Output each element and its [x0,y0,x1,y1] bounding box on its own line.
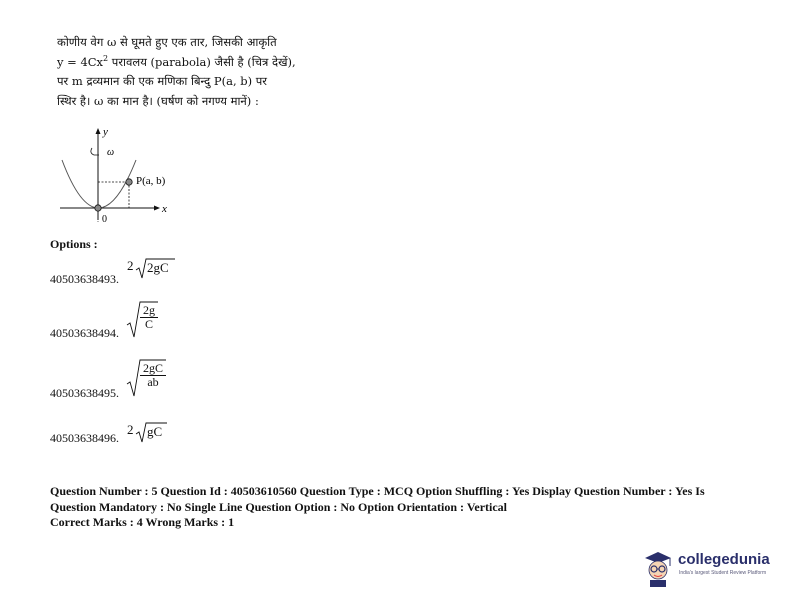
question-line-1: कोणीय वेग ω से घूमते हुए एक तार, जिसकी आकृति [57,35,277,49]
mascot-icon [640,548,676,588]
origin-marker [95,205,101,211]
option-4-id: 40503638496. [50,431,119,445]
option-2-id: 40503638494. [50,326,119,340]
option-2-numerator: 2g [140,304,158,318]
option-3-math [126,358,171,398]
option-4-radicand: gC [147,424,163,439]
point-p-label: P(a, b) [136,175,166,187]
collegedunia-logo [640,548,780,588]
question-line-4: स्थिर है। ω का मान है। (घर्षण को नगण्य मानें) : [57,93,259,108]
brand-name: collegedunia [678,551,770,568]
option-2-math [126,300,166,340]
option-1-coefficient: 2 [127,258,134,273]
x-axis-arrow [154,206,160,211]
option-3-denominator: ab [147,375,159,389]
option-3-id: 40503638495. [50,386,119,400]
option-1-id: 40503638493. [50,272,119,286]
x-axis-label: x [162,203,167,215]
meta-line-2: Question Mandatory : No Single Line Question Option : No Option Orientation : Vertical [50,499,508,514]
options-label: Options : [50,237,98,251]
option-1-radicand: 2gC [147,260,169,275]
equation-exponent: 2 [103,53,109,63]
bead-at-p [126,179,132,185]
question-line-3: पर m द्रव्यमान की एक मणिका बिन्दु P(a, b) पर [57,74,267,88]
option-4-coefficient: 2 [127,422,134,437]
parabola-curve [62,160,136,208]
option-4-math [127,421,177,445]
y-axis-label: y [103,126,108,138]
option-3-fraction [140,362,166,389]
question-line-2 [57,53,307,73]
y-axis-arrow [96,128,101,134]
meta-line-1: Question Number : 5 Question Id : 40503610560 Question Type : MCQ Option Shuffling : Yes Display Question Number : Yes Is [50,484,705,498]
question-text [57,33,307,111]
option-2-fraction [140,304,158,331]
question-line-2-rest: परावलय (parabola) जैसी है (चित्र देखें), [108,54,296,69]
omega-label: ω [107,147,115,158]
parabola-figure [52,122,182,227]
origin-label: 0 [102,214,107,225]
option-1-math [127,257,187,281]
option-2-denominator: C [144,317,153,331]
brand-tagline: India's largest Student Review Platform [679,570,767,576]
meta-line-3: Correct Marks : 4 Wrong Marks : 1 [50,515,235,529]
option-3-numerator: 2gC [140,362,166,376]
equation-lhs: y = 4Cx [57,54,104,69]
question-meta [50,484,750,531]
